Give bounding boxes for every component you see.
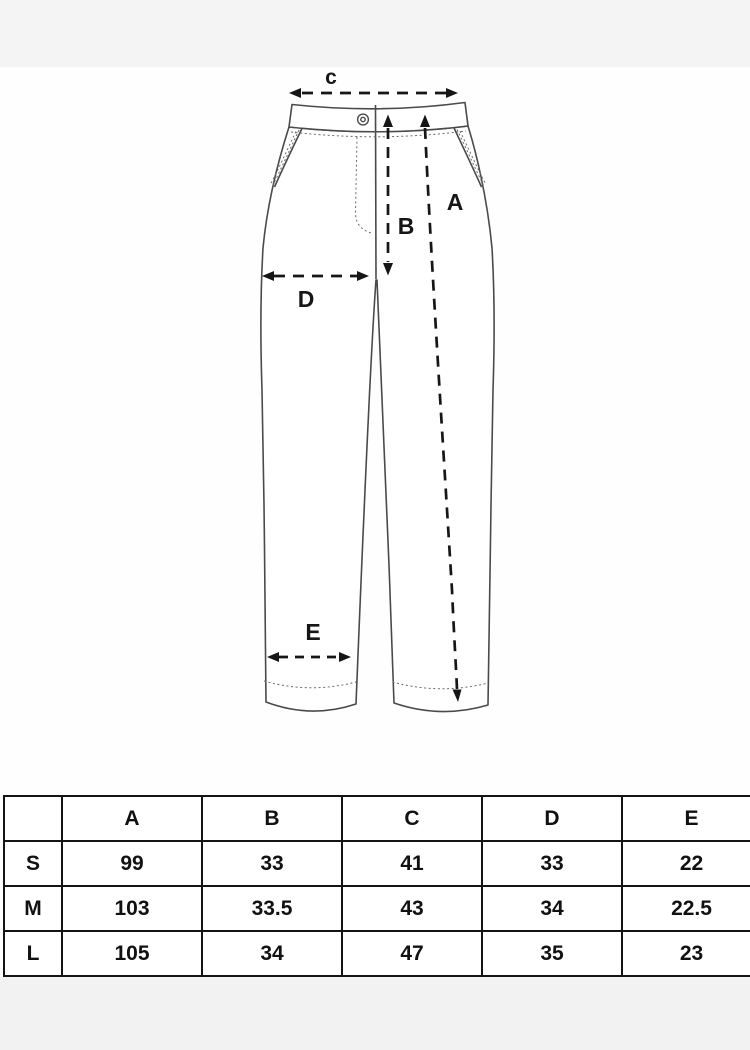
col-header-a: A [62, 796, 202, 841]
col-header-b: B [202, 796, 342, 841]
button-icon [358, 114, 369, 125]
label-c: c [325, 66, 337, 89]
cell-m-b: 33.5 [202, 886, 342, 931]
table-row-s [4, 841, 750, 886]
row-label-m: M [4, 886, 62, 931]
bottom-grey-band [0, 977, 750, 1050]
label-d: D [297, 286, 315, 312]
table-row-m [4, 886, 750, 931]
label-a: A [446, 189, 464, 215]
label-b: B [397, 213, 415, 239]
size-table-header-row [4, 796, 750, 841]
cell-m-c: 43 [342, 886, 482, 931]
table-row-l [4, 931, 750, 976]
col-header-e: E [622, 796, 750, 841]
cell-l-d: 35 [482, 931, 622, 976]
cell-s-a: 99 [62, 841, 202, 886]
cell-l-b: 34 [202, 931, 342, 976]
cell-m-d: 34 [482, 886, 622, 931]
row-label-s: S [4, 841, 62, 886]
cell-l-a: 105 [62, 931, 202, 976]
cell-m-e: 22.5 [622, 886, 750, 931]
cell-m-a: 103 [62, 886, 202, 931]
col-header-d: D [482, 796, 622, 841]
table-corner-cell [4, 796, 62, 841]
cell-l-c: 47 [342, 931, 482, 976]
cell-s-c: 41 [342, 841, 482, 886]
col-header-c: C [342, 796, 482, 841]
size-table [3, 795, 750, 977]
cell-l-e: 23 [622, 931, 750, 976]
cell-s-b: 33 [202, 841, 342, 886]
cell-s-d: 33 [482, 841, 622, 886]
cell-s-e: 22 [622, 841, 750, 886]
label-e: E [305, 619, 321, 645]
row-label-l: L [4, 931, 62, 976]
